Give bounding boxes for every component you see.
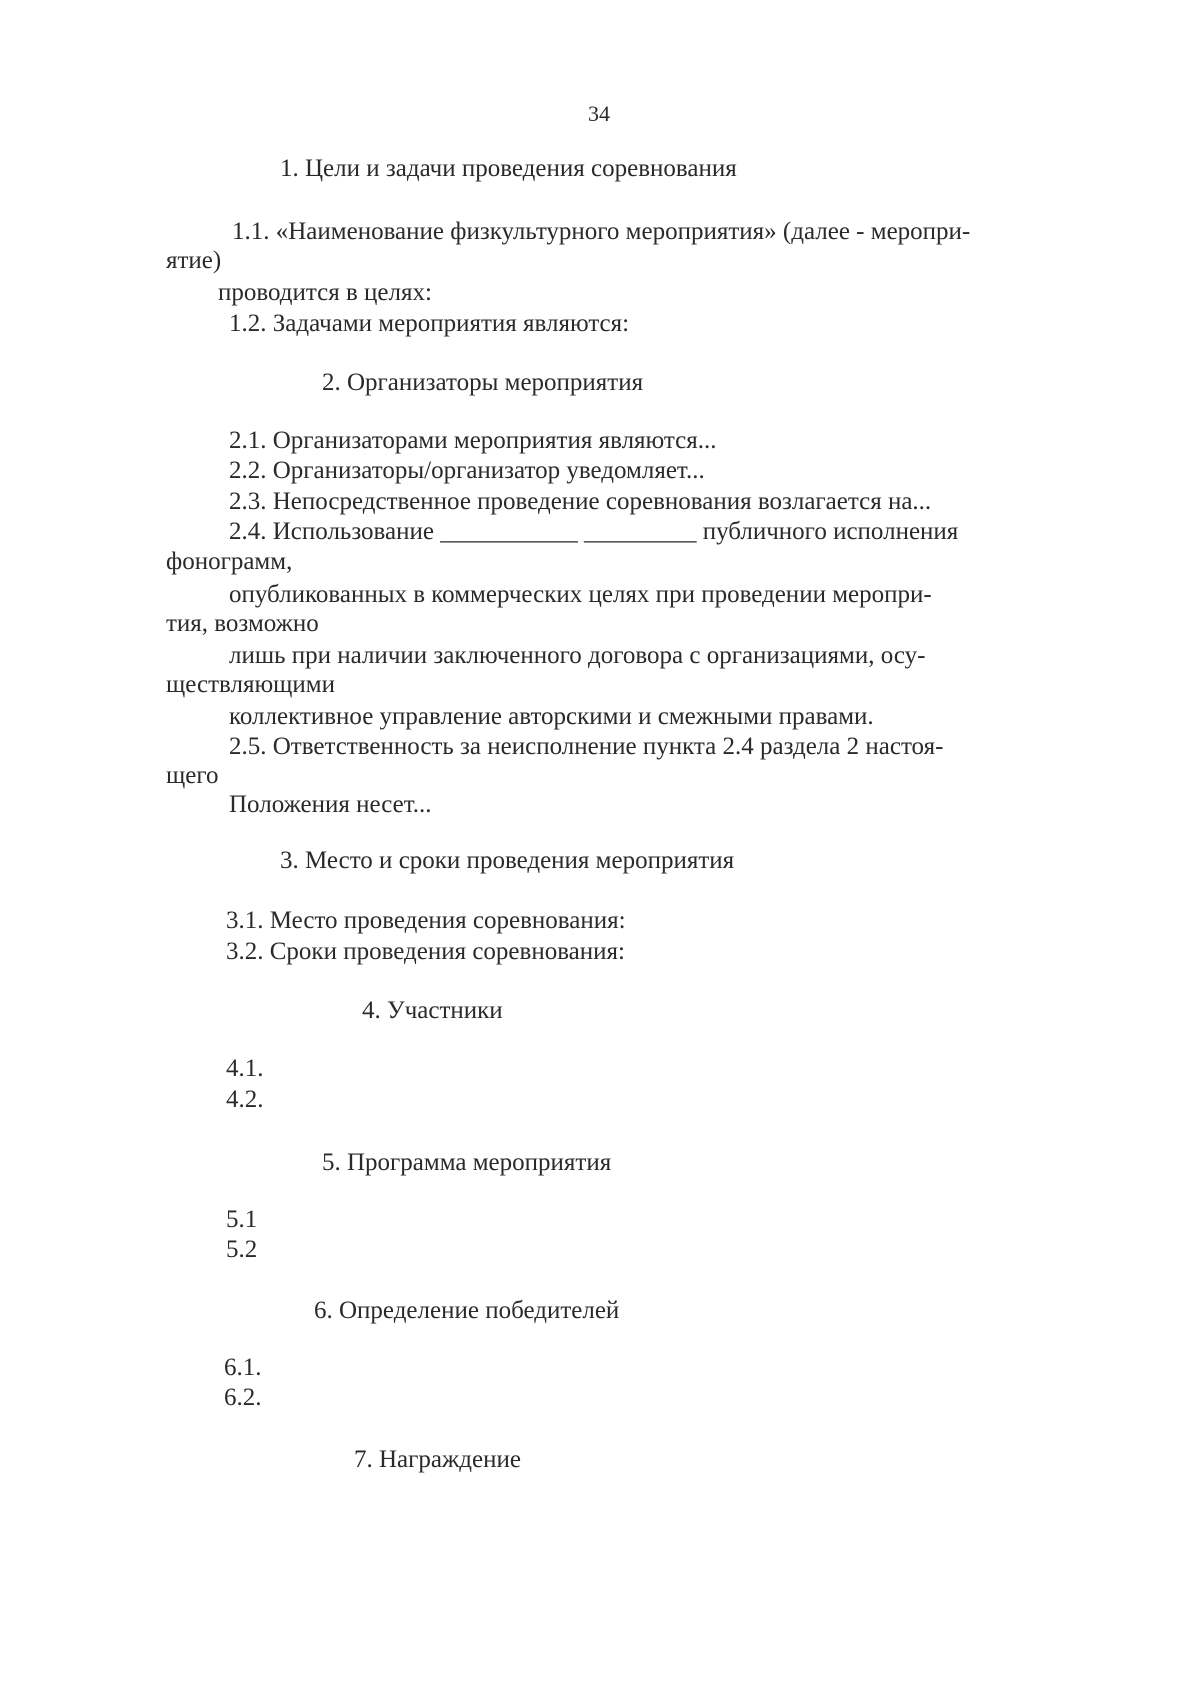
paragraph-line: 5.2 bbox=[226, 1236, 258, 1263]
section-1-heading: 1. Цели и задачи проведения соревнования bbox=[280, 155, 737, 182]
paragraph-line: тия, возможно bbox=[166, 610, 319, 637]
paragraph-line: 1.2. Задачами мероприятия являются: bbox=[229, 310, 630, 337]
section-2-heading: 2. Организаторы мероприятия bbox=[322, 369, 644, 396]
paragraph-line: ществляющими bbox=[166, 671, 335, 698]
paragraph-line: 2.2. Организаторы/организатор уведомляет... bbox=[229, 457, 705, 484]
section-6-heading: 6. Определение победителей bbox=[314, 1297, 620, 1324]
paragraph-line: 3.1. Место проведения соревнования: bbox=[226, 907, 626, 934]
paragraph-line: коллективное управление авторскими и смежными правами. bbox=[229, 703, 874, 730]
paragraph-line: 5.1 bbox=[226, 1206, 258, 1233]
paragraph-line: 2.1. Организаторами мероприятия являются... bbox=[229, 427, 717, 454]
paragraph-line: фонограмм, bbox=[166, 548, 293, 575]
paragraph-line: щего bbox=[166, 762, 219, 789]
page-number: 34 bbox=[588, 101, 610, 126]
paragraph-line: 1.1. «Наименование физкультурного мероприятия» (далее - меропри- bbox=[232, 218, 971, 245]
section-4-heading: 4. Участники bbox=[362, 997, 503, 1024]
section-3-heading: 3. Место и сроки проведения мероприятия bbox=[280, 847, 735, 874]
paragraph-line: 4.2. bbox=[226, 1086, 264, 1113]
paragraph-line: ятие) bbox=[166, 247, 222, 274]
paragraph-line: 6.2. bbox=[224, 1384, 262, 1411]
paragraph-line: лишь при наличии заключенного договора с организациями, осу- bbox=[229, 642, 926, 669]
section-7-heading: 7. Награждение bbox=[354, 1446, 521, 1473]
section-5-heading: 5. Программа мероприятия bbox=[322, 1149, 612, 1176]
paragraph-line: 4.1. bbox=[226, 1055, 264, 1082]
paragraph-line: 3.2. Сроки проведения соревнования: bbox=[226, 938, 625, 965]
paragraph-line: 6.1. bbox=[224, 1354, 262, 1381]
paragraph-line: 2.3. Непосредственное проведение соревнования возлагается на... bbox=[229, 488, 932, 515]
paragraph-line: 2.5. Ответственность за неисполнение пункта 2.4 раздела 2 настоя- bbox=[229, 733, 944, 760]
paragraph-line: опубликованных в коммерческих целях при проведении меропри- bbox=[229, 581, 932, 608]
paragraph-line: Положения несет... bbox=[229, 791, 432, 818]
paragraph-line: 2.4. Использование ___________ _________ публичного исполнения bbox=[229, 518, 959, 545]
paragraph-line: проводится в целях: bbox=[218, 279, 432, 306]
